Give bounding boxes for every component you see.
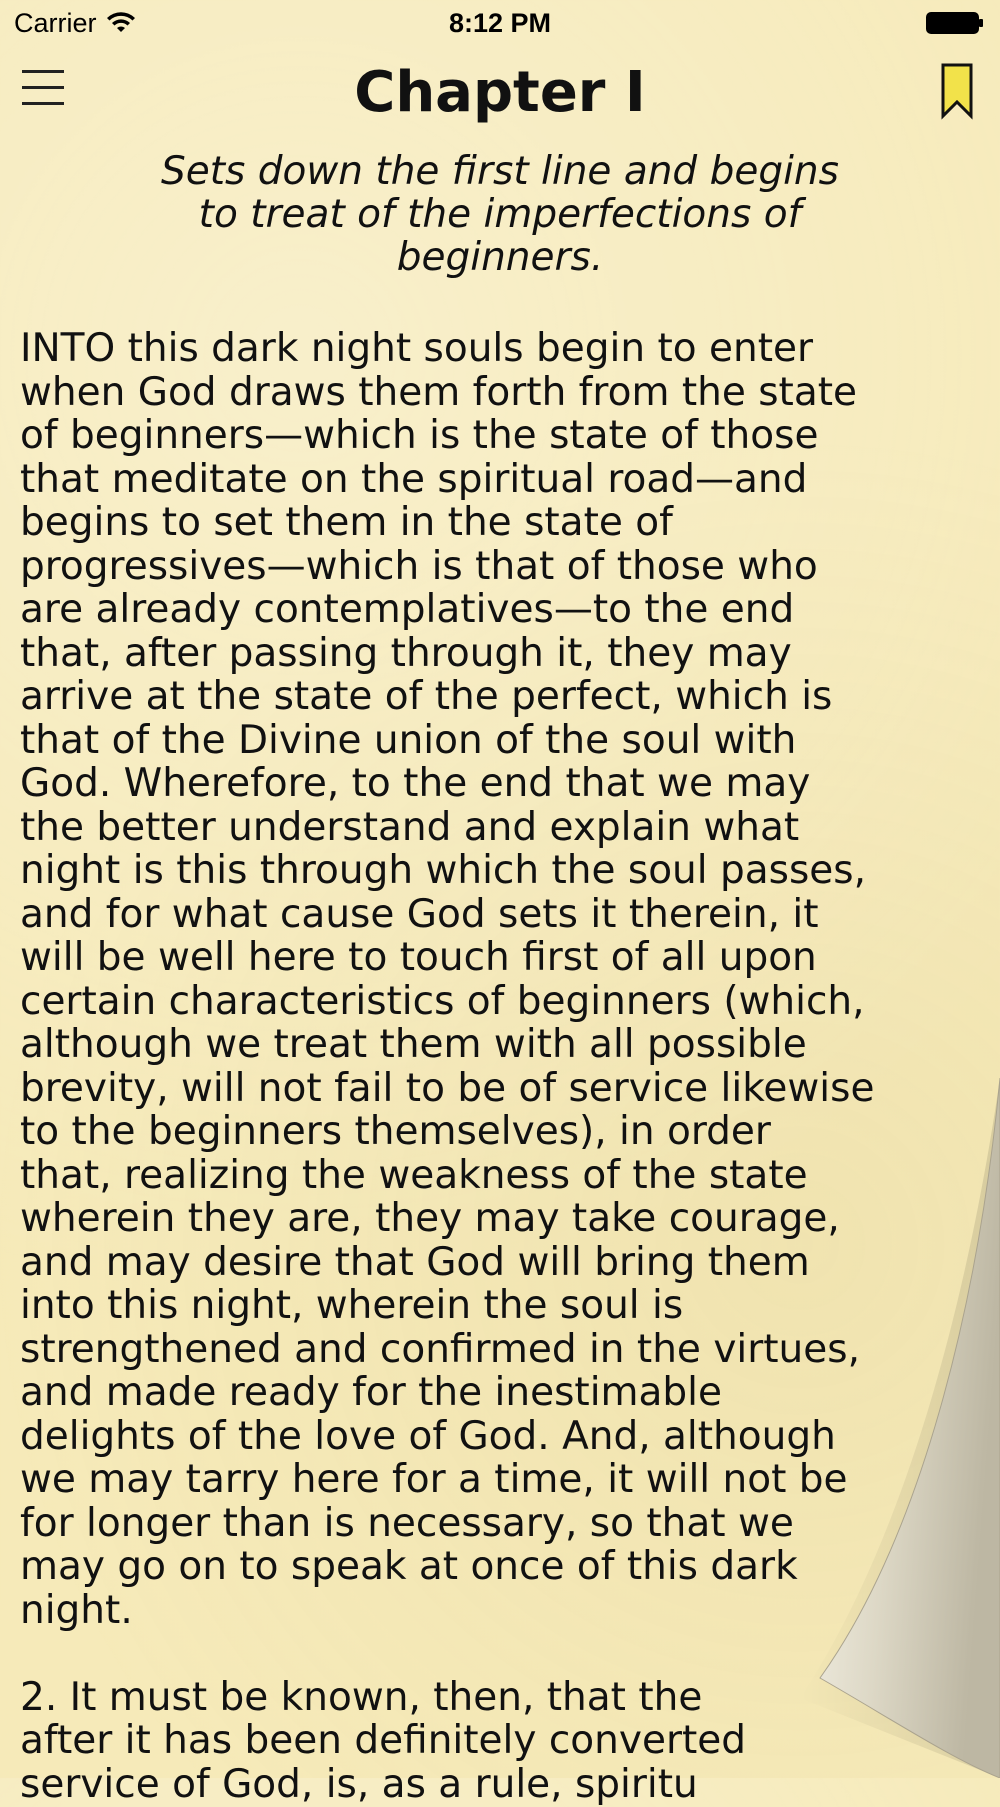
- body-text-line: that meditate on the spiritual road—and: [20, 456, 808, 502]
- body-text-line: 2. It must be known, then, that the: [20, 1674, 703, 1720]
- body-text-line: and for what cause God sets it therein, it: [20, 891, 819, 937]
- subtitle-line: to treat of the imperfections of: [198, 192, 802, 237]
- body-text-line: begins to set them in the state of: [20, 500, 673, 545]
- status-time: 8:12 PM: [448, 8, 552, 38]
- body-text-line: the better understand and explain what: [20, 804, 800, 850]
- body-text-line: when God draws them forth from the state: [20, 369, 858, 415]
- battery-icon: [926, 12, 984, 34]
- body-text-line: after it has been definitely converted: [20, 1718, 747, 1763]
- body-text-line: and may desire that God will bring them: [20, 1239, 810, 1285]
- nav-bar: [0, 48, 1000, 140]
- bookmark-icon[interactable]: [940, 62, 974, 120]
- body-text-line: arrive at the state of the perfect, which is: [20, 674, 833, 719]
- body-text-line: of beginners—which is the state of those: [20, 413, 819, 458]
- body-text-line: INTO this dark night souls begin to enter: [20, 326, 814, 371]
- body-text-line: progressives—which is that of those who: [20, 543, 818, 589]
- body-text-line: delights of the love of God. And, although: [20, 1413, 836, 1459]
- body-text-line: are already contemplatives—to the end: [20, 587, 795, 632]
- body-text-line: into this night, wherein the soul is: [20, 1283, 684, 1328]
- body-text-line: night is this through which the soul passes,: [20, 848, 867, 893]
- body-text-line: wherein they are, they may take courage,: [20, 1196, 840, 1241]
- body-text-line: we may tarry here for a time, it will not be: [20, 1457, 848, 1502]
- body-text-line: certain characteristics of beginners (which,: [20, 978, 865, 1024]
- body-text-line: that of the Divine union of the soul with: [20, 717, 797, 763]
- body-text-line: God. Wherefore, to the end that we may: [20, 761, 811, 806]
- body-text-line: although we treat them with all possible: [20, 1022, 807, 1067]
- body-text-line: may go on to speak at once of this dark: [20, 1544, 798, 1589]
- body-text-line: strengthened and confirmed in the virtues,: [20, 1326, 860, 1372]
- body-text-line: night.: [20, 1587, 133, 1633]
- chapter-subtitle: [60, 150, 940, 279]
- body-text-line: for longer than is necessary, so that we: [20, 1500, 794, 1546]
- carrier-label: Carrier: [14, 8, 97, 38]
- subtitle-line: Sets down the first line and begins: [161, 149, 839, 194]
- body-text-line: service of God, is, as a rule, spiritu: [20, 1761, 698, 1807]
- status-bar: [0, 0, 1000, 48]
- body-text-line: to the beginners themselves), in order: [20, 1109, 771, 1154]
- body-text-line: will be well here to touch first of all upon: [20, 935, 817, 980]
- page-curl-corner[interactable]: [740, 1078, 1000, 1778]
- chapter-title: Chapter I: [354, 60, 646, 125]
- subtitle-line: beginners.: [396, 235, 604, 280]
- body-text-line: brevity, will not fail to be of service likewise: [20, 1065, 875, 1111]
- body-text-line: and made ready for the inestimable: [20, 1370, 722, 1415]
- body-text-line: that, realizing the weakness of the state: [20, 1152, 808, 1198]
- body-text-line: that, after passing through it, they may: [20, 630, 792, 676]
